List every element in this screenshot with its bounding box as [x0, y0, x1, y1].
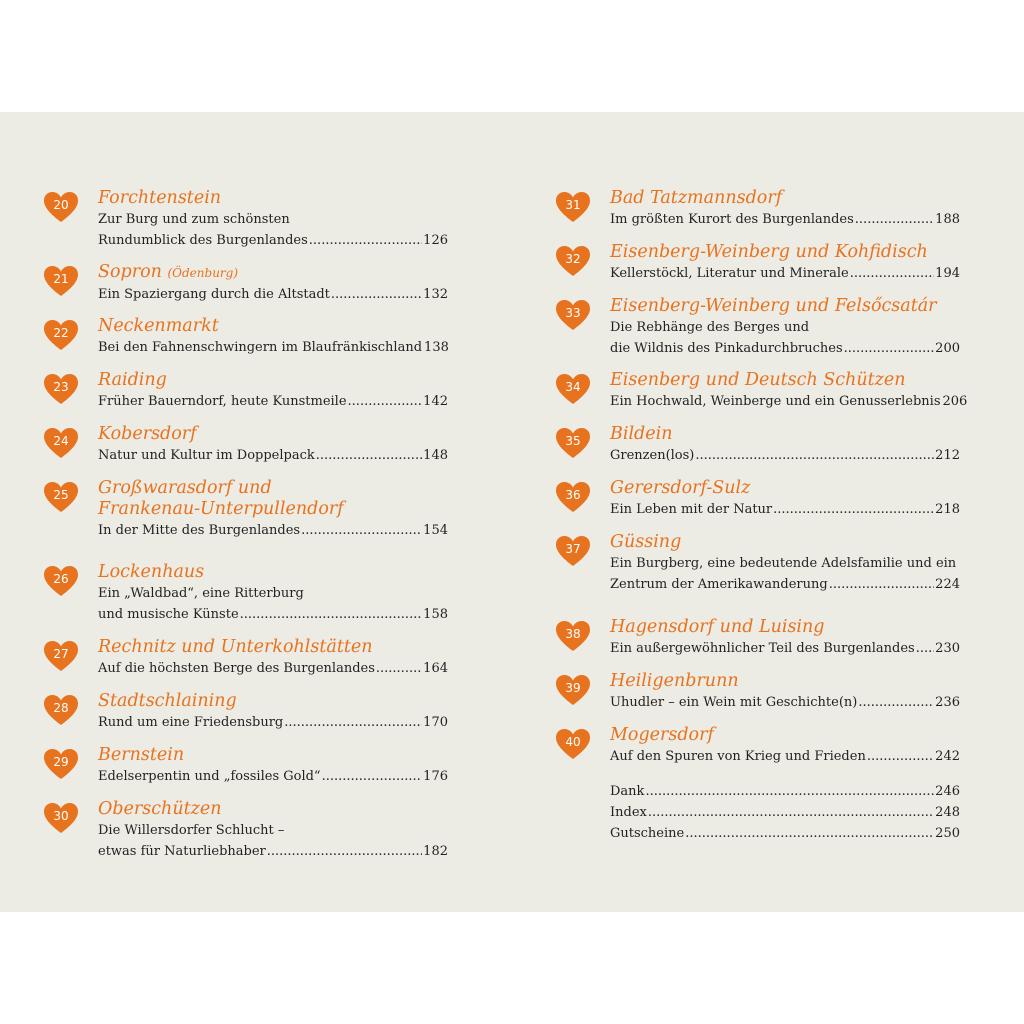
entry-text [610, 242, 960, 284]
chapter-number: 24 [53, 434, 69, 448]
heart-badge [42, 564, 80, 598]
entry-text [98, 370, 448, 412]
entry-text [98, 316, 448, 358]
page-number[interactable]: 236 [935, 695, 960, 710]
heart-badge [554, 480, 592, 514]
chapter-description-with-page [610, 638, 960, 659]
dot-leader [322, 766, 423, 787]
entry-text [610, 370, 968, 412]
page-number[interactable]: 132 [423, 287, 448, 302]
chapter-title-text: Bildein [610, 424, 673, 444]
chapter-title-text: Sopron [98, 262, 162, 282]
dot-leader [648, 802, 934, 823]
chapter-title-text: Rechnitz und Unterkohlstätten [98, 637, 373, 657]
dot-leader [858, 692, 934, 713]
heart-badge [554, 619, 592, 653]
page-number[interactable]: 126 [423, 233, 448, 248]
entry-text [610, 424, 960, 466]
dot-leader [685, 823, 934, 844]
chapter-description: Ein außergewöhnlicher Teil des Burgenlandes [610, 641, 915, 656]
chapter-description-with-page [610, 445, 960, 466]
heart-badge [42, 639, 80, 673]
chapter-number: 32 [565, 252, 581, 266]
dot-leader [376, 658, 422, 679]
chapter-description-with-page [98, 520, 448, 541]
chapter-description: Ein Leben mit der Natur [610, 502, 773, 517]
chapter-description: Uhudler – ein Wein mit Geschichte(n) [610, 695, 858, 710]
page-number[interactable]: 246 [935, 784, 960, 799]
chapter-description-with-page [98, 766, 448, 787]
page-number[interactable]: 164 [423, 661, 448, 676]
heart-badge [554, 534, 592, 568]
heart-badge [42, 801, 80, 835]
chapter-description: Rundumblick des Burgenlandes [98, 233, 308, 248]
chapter-title-text: Güssing [610, 532, 682, 552]
chapter-title-text: Lockenhaus [98, 562, 205, 582]
chapter-title[interactable] [98, 799, 448, 820]
chapter-description-with-page [610, 692, 960, 713]
chapter-description-with-page [98, 604, 448, 625]
chapter-title-text: Großwarasdorf und [98, 478, 272, 498]
page-number[interactable]: 188 [935, 212, 960, 227]
page-number[interactable]: 248 [935, 805, 960, 820]
heart-badge [554, 426, 592, 460]
chapter-description: Im größten Kurort des Burgenlandes [610, 212, 854, 227]
page-number[interactable]: 200 [935, 341, 960, 356]
chapter-title-text: Eisenberg-Weinberg und Kohfidisch [610, 242, 928, 262]
entry-text [98, 188, 448, 251]
entry-text [610, 532, 960, 595]
chapter-number: 40 [565, 735, 581, 749]
toc-extras [610, 781, 960, 844]
dot-leader [844, 338, 935, 359]
chapter-description: Auf den Spuren von Krieg und Frieden [610, 749, 866, 764]
page-number[interactable]: 206 [942, 394, 968, 409]
chapter-title[interactable] [98, 691, 448, 712]
chapter-number: 33 [565, 306, 581, 320]
chapter-number: 23 [53, 380, 69, 394]
heart-badge [42, 480, 80, 514]
chapter-title-text: Eisenberg-Weinberg und Felsőcsatár [610, 296, 937, 316]
chapter-title-text: Heiligenbrunn [610, 671, 739, 691]
chapter-number: 34 [565, 380, 581, 394]
dot-leader [267, 841, 422, 862]
chapter-number: 38 [565, 627, 581, 641]
chapter-title-line-2[interactable]: Frankenau-Unterpullendorf [98, 499, 344, 519]
page-number[interactable]: 176 [423, 769, 448, 784]
heart-badge [554, 727, 592, 761]
extra-label: Index [610, 805, 647, 820]
chapter-number: 39 [565, 681, 581, 695]
entry-text [610, 725, 960, 767]
chapter-number: 37 [565, 542, 581, 556]
extra-entry[interactable] [610, 823, 960, 844]
page-number[interactable]: 242 [935, 749, 960, 764]
chapter-title[interactable] [610, 424, 960, 445]
entry-text [98, 691, 448, 733]
chapter-description-with-page [98, 712, 448, 733]
chapter-description: Früher Bauerndorf, heute Kunstmeile [98, 394, 347, 409]
chapter-description: Rund um eine Friedensburg [98, 715, 284, 730]
chapter-description-with-page [610, 338, 960, 359]
entry-text [98, 637, 448, 679]
chapter-description-with-page [610, 263, 960, 284]
chapter-description: die Wildnis des Pinkadurchbruches [610, 341, 843, 356]
chapter-description-with-page [98, 391, 448, 412]
chapter-title-text: Raiding [98, 370, 167, 390]
chapter-description: Auf die höchsten Berge des Burgenlandes [98, 661, 375, 676]
chapter-description: Grenzen(los) [610, 448, 695, 463]
extra-label: Dank [610, 784, 645, 799]
page-number[interactable]: 212 [935, 448, 960, 463]
dot-leader [240, 604, 423, 625]
dot-leader [855, 209, 934, 230]
chapter-number: 21 [53, 272, 69, 286]
dot-leader [316, 445, 422, 466]
entry-text [610, 671, 960, 713]
chapter-description: Ein Spaziergang durch die Altstadt [98, 287, 330, 302]
chapter-title[interactable] [98, 262, 448, 284]
entry-text [98, 745, 448, 787]
chapter-description: Die Willersdorfer Schlucht – [98, 823, 285, 838]
page-number[interactable]: 148 [423, 448, 448, 463]
page-number[interactable]: 142 [423, 394, 448, 409]
chapter-description: Edelserpentin und „fossiles Gold“ [98, 769, 321, 784]
dot-leader [348, 391, 423, 412]
chapter-description-with-page [610, 209, 960, 230]
heart-badge [42, 318, 80, 352]
chapter-description-with-page [610, 391, 968, 412]
chapter-title-text: Oberschützen [98, 799, 222, 819]
chapter-description: Ein Hochwald, Weinberge und ein Genusserlebnis [610, 394, 941, 409]
chapter-description-with-page [610, 499, 960, 520]
chapter-title[interactable] [610, 725, 960, 746]
chapter-description-with-page [610, 574, 960, 595]
chapter-title[interactable] [98, 424, 448, 445]
heart-badge [42, 426, 80, 460]
heart-badge [554, 190, 592, 224]
chapter-number: 20 [53, 198, 69, 212]
entry-text [98, 424, 448, 466]
chapter-description-with-page [98, 284, 448, 305]
page-number[interactable]: 154 [423, 523, 448, 538]
chapter-description-with-page [98, 230, 448, 251]
chapter-title-text: Bad Tatzmannsdorf [610, 188, 783, 208]
chapter-description: Natur und Kultur im Doppelpack [98, 448, 315, 463]
chapter-title-text: Kobersdorf [98, 424, 197, 444]
chapter-number: 28 [53, 701, 69, 715]
dot-leader [867, 746, 934, 767]
heart-badge [42, 264, 80, 298]
heart-badge [42, 190, 80, 224]
page-number[interactable]: 230 [935, 641, 960, 656]
heart-badge [42, 693, 80, 727]
chapter-number: 26 [53, 572, 69, 586]
chapter-title[interactable] [610, 242, 960, 263]
chapter-number: 30 [53, 809, 69, 823]
entry-text [98, 562, 448, 625]
chapter-description: Bei den Fahnenschwingern im Blaufränkischland [98, 340, 423, 355]
chapter-title-text: Stadtschlaining [98, 691, 237, 711]
chapter-title[interactable] [610, 532, 960, 553]
page-number[interactable]: 224 [935, 577, 960, 592]
heart-badge [42, 372, 80, 406]
chapter-title[interactable] [610, 296, 960, 317]
extra-label: Gutscheine [610, 826, 685, 841]
chapter-title-subtitle: (Ödenburg) [167, 266, 239, 280]
page-number[interactable]: 218 [935, 502, 960, 517]
chapter-title[interactable] [610, 370, 960, 391]
page-number[interactable]: 194 [935, 266, 960, 281]
chapter-description: etwas für Naturliebhaber [98, 844, 266, 859]
chapter-title[interactable] [98, 188, 448, 209]
chapter-title-text: Eisenberg und Deutsch Schützen [610, 370, 906, 390]
heart-badge [42, 747, 80, 781]
chapter-title-text: Forchtenstein [98, 188, 222, 208]
heart-badge [554, 372, 592, 406]
dot-leader [850, 263, 934, 284]
chapter-title[interactable] [610, 188, 960, 209]
dot-leader [695, 445, 934, 466]
chapter-number: 29 [53, 755, 69, 769]
chapter-title[interactable] [98, 562, 448, 583]
entry-text [610, 296, 960, 359]
dot-leader [829, 574, 934, 595]
chapter-title[interactable] [98, 370, 448, 391]
dot-leader [309, 230, 422, 251]
chapter-description: Ein „Waldbad“, eine Ritterburg [98, 586, 304, 601]
dot-leader [645, 781, 934, 802]
page-number[interactable]: 158 [423, 607, 448, 622]
chapter-description: Zentrum der Amerikawanderung [610, 577, 828, 592]
dot-leader [284, 712, 422, 733]
chapter-description: Ein Burgberg, eine bedeutende Adelsfamilie und ein [610, 556, 957, 571]
extra-entry[interactable] [610, 802, 960, 823]
chapter-title[interactable] [610, 617, 960, 638]
page-number[interactable]: 138 [424, 340, 449, 355]
entry-text [98, 478, 448, 541]
chapter-title-text: Gerersdorf-Sulz [610, 478, 751, 498]
chapter-title[interactable] [98, 316, 448, 337]
chapter-title[interactable] [610, 478, 960, 499]
chapter-description-with-page [610, 746, 960, 767]
chapter-description-with-page [98, 445, 448, 466]
heart-badge [554, 298, 592, 332]
chapter-title-text: Bernstein [98, 745, 185, 765]
entry-text [610, 617, 960, 659]
chapter-title[interactable] [98, 478, 448, 499]
extra-entry[interactable] [610, 781, 960, 802]
page-number[interactable]: 170 [423, 715, 448, 730]
page-number[interactable]: 250 [935, 826, 960, 841]
heart-badge [554, 673, 592, 707]
entry-text [610, 478, 960, 520]
page-number[interactable]: 182 [423, 844, 448, 859]
chapter-description-with-page [98, 841, 448, 862]
chapter-description-with-page [98, 337, 448, 358]
chapter-description-with-page [98, 658, 448, 679]
chapter-number: 25 [53, 488, 69, 502]
dot-leader [331, 284, 422, 305]
entry-text [610, 188, 960, 230]
chapter-number: 31 [565, 198, 581, 212]
dot-leader [916, 638, 934, 659]
chapter-description: Zur Burg und zum schönsten [98, 212, 290, 227]
chapter-title[interactable] [610, 671, 960, 692]
chapter-description: Die Rebhänge des Berges und [610, 320, 810, 335]
chapter-description: In der Mitte des Burgenlandes [98, 523, 301, 538]
dot-leader [301, 520, 422, 541]
book-page [0, 112, 1024, 912]
heart-badge [554, 244, 592, 278]
chapter-description: und musische Künste [98, 607, 239, 622]
chapter-number: 27 [53, 647, 69, 661]
chapter-title-text: Hagensdorf und Luising [610, 617, 825, 637]
chapter-number: 22 [53, 326, 69, 340]
chapter-number: 35 [565, 434, 581, 448]
chapter-title-text: Mogersdorf [610, 725, 714, 745]
chapter-title[interactable] [98, 637, 448, 658]
chapter-title[interactable] [98, 745, 448, 766]
entry-text [98, 799, 448, 862]
chapter-description: Kellerstöckl, Literatur und Minerale [610, 266, 849, 281]
entry-text [98, 262, 448, 305]
chapter-title-text: Neckenmarkt [98, 316, 219, 336]
dot-leader [773, 499, 934, 520]
chapter-number: 36 [565, 488, 581, 502]
